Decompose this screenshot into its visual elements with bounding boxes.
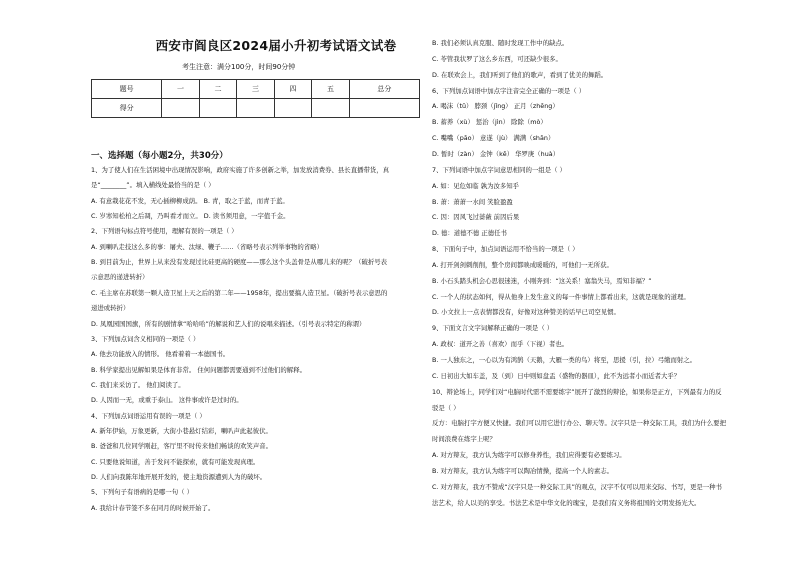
text-line: 反方：电脑打字方便又快捷。我们可以用它进行办公、聊天等。汉字只是一种交际工具，我们为什么要把	[432, 419, 726, 428]
text-line: 示意思的递进转折）	[91, 273, 149, 282]
score-cell	[162, 99, 199, 118]
text-line: C. 对方辩友，我方不赞成“汉字只是一种交际工具”的观点，汉字不仅可以用来交际、书写，更是一种书	[432, 482, 722, 491]
score-cell	[312, 99, 349, 118]
text-line: 7、下列词语中加点字词意思相同的一组是（ ）	[432, 165, 566, 174]
score-cell: 总分	[349, 80, 419, 99]
text-line: B. 科学家提出见解如果是体育非常。 住何问题都需要通到不过他们的解释。	[91, 365, 306, 374]
text-line: B. 爸爸和几位同学刚赶，客厅里不时传来他们畅谈的欢笑声音。	[91, 442, 272, 451]
exam-title: 西安市阎良区2024届小升初考试语文试卷	[155, 38, 397, 53]
text-line: D. 凤凰园国国旗，所有的剧情拿“哈哈哈”的解说和艺人们的说唱来描述。（引号表示特定的称谓）	[91, 319, 366, 328]
score-cell: 三	[237, 80, 274, 99]
text-line: 2、下列语句标点符号使用，理解有误的一项是（ ）	[91, 227, 238, 236]
score-cell	[349, 99, 419, 118]
text-line: D. 暂时（zàn） 金钟（kē） 华罗庚（huà）	[432, 149, 560, 158]
text-line: B. 到目前为止，世界上从来没有发现过比硅更高的硬度——那么这个头盖骨是从哪儿来的呢？（破折号表	[91, 258, 388, 267]
text-line: 8、下面句子中，加点词语运用不恰当的一项是（ ）	[432, 245, 579, 254]
text-line: 1、为了使人们在生活困境中出现情况影响，政府实施了许多创新之举，加发放消费券、县长直播带货，真	[91, 166, 390, 174]
section-title: 一、选择题（每小题2分，共30分）	[91, 151, 228, 161]
text-line: C. 我们来采访了。 他们阅读了。	[91, 380, 185, 389]
text-line: A. 喝沫（tǔ） 脖颈（jǐng） 正月（zhēng）	[432, 102, 559, 111]
text-line: 递进或转折）	[91, 304, 130, 313]
score-cell: 二	[199, 80, 236, 99]
text-line: B. 我们必须认真克服、随时发现工作中的缺点。	[432, 39, 569, 47]
text-line: B. 萧：萧萧一水间 笑脸盈盈	[432, 197, 513, 206]
text-line: C. 苓管我状罗了这么乡东西，可还缺少很多。	[432, 54, 562, 63]
text-line: A. 到喇叭走技这么多的事：屠夫、汰绿、鞭子……（省略号表示列举事物的省略）	[91, 242, 323, 251]
text-line: 6、下列加点词语中加点字注音完全正确的一项是（ ）	[432, 86, 586, 95]
text-line: 是“________”。填入横线处最恰当的是（ ）	[91, 181, 215, 190]
text-line: A. 他去功能放入的情形。 他看着着一本德国书。	[91, 350, 230, 359]
text-line: 3、下列加点词含义相同的一项是（ ）	[91, 334, 200, 343]
score-cell: 四	[274, 80, 311, 99]
score-cell: 一	[162, 80, 199, 99]
text-line: A. 对方辩友，我方认为练字可以修身养性，我们应得要有必要练习。	[432, 451, 626, 460]
text-line: 驳是（ ）	[432, 403, 460, 412]
score-table	[91, 79, 420, 118]
text-line: C. 一个人的状态如何，得从他身上发生意义的每一件事情上都看出来，这就是现象的道理。	[432, 292, 690, 301]
text-line: 时间浪费在练字上呢？	[432, 435, 496, 444]
text-line: C. 嘴嘴（pāo） 意遂（jù） 满满（shān）	[432, 134, 555, 143]
text-line: 法艺术，给人以美的享受。书法艺术是中华文化的瑰宝，是我们有义务将祖国的文明发扬光大。	[432, 498, 701, 507]
text-line: B. 对方辩友，我方认为练字可以陶冶情操，提高一个人的素志。	[432, 466, 613, 475]
score-table-header-row	[92, 80, 420, 99]
text-line: 4、下列加点词语运用有误的一项是（ ）	[91, 411, 206, 420]
text-line: B. 一人独东之，一心以为有鸿鹄（天鹅，大雁一类的鸟）将至，思援（引，拉）弓缴而射之。	[432, 356, 697, 364]
score-cell	[199, 99, 236, 118]
text-line: 10、辩论场上，同学们对“电脑时代需不需要练字”展开了激烈的辩论，如果你是正方，下列最有力的反	[432, 387, 722, 396]
text-line: C. 因：因风飞过蔷薇 前因后果	[432, 213, 520, 222]
text-line: A. 新年伊始，万象更新，大街小巷悬灯结彩，喇叭声此起彼伏。	[91, 426, 272, 435]
score-cell: 题号	[92, 80, 162, 99]
text-line: D. 小文拉上一点表情都没有，好像对这种赞美的话早已司空见惯。	[432, 308, 620, 317]
score-cell	[237, 99, 274, 118]
text-line: A. 打开剑剑刺削削，整个房间都映成暖暖的，可他们一无所获。	[432, 260, 613, 269]
text-line: D. 人因而一无，或重于泰山。 这件事或许是过时的。	[91, 396, 243, 405]
text-line: 5、下列句子有语病的是哪一句（ ）	[91, 488, 193, 497]
score-cell	[274, 99, 311, 118]
text-line: A. 我给计春节签不多在同月的时候开始了。	[91, 503, 215, 512]
text-line: A. 政权：道开之善（喜欢）而乎（下视）者也。	[432, 340, 569, 349]
text-line: C. 岁寒知松柏之后凋，乃叫看才而立。 D. 读书须用意，一字值千金。	[91, 212, 290, 221]
text-line: D. 在联欢会上，我们听到了他们的歌声，看到了优美的舞蹈。	[432, 70, 608, 79]
score-table-score-row	[92, 99, 420, 118]
text-line: C. 只要他说知道，善于发问不能探索，就有可能发现真理。	[91, 457, 260, 466]
text-line: 9、下面文言文字词解释正确的一项是（ ）	[432, 324, 554, 333]
score-cell: 得分	[92, 99, 162, 118]
text-line: A. 有意栽花花不发，无心插柳柳成荫。 B. 青，取之于蓝，而青于蓝。	[91, 196, 289, 205]
exam-note: 考生注意：满分100分，时间90分钟	[182, 63, 296, 71]
text-line: A. 如：见危如临 孰为汝多知乎	[432, 181, 520, 190]
text-line: D. 人们向我陈年地开展开发的，使主地资源遭到人为的破坏。	[91, 473, 267, 481]
text-line: C. 毛主席在苏联第一颗人造卫星上天之后的第二年——1958年，提出要搞人造卫星。（破折号表示意思的	[91, 288, 388, 297]
text-line: C. 日初出大如车盖，及（到）日中则如盘盂（盛物的器皿），此不为远者小而近者大乎？	[432, 371, 681, 380]
score-cell: 五	[312, 80, 349, 99]
text-line: B. 蓄养（xù） 惩治（jìn） 除除（mò）	[432, 118, 547, 127]
text-line: D. 德：道德不德 正德任书	[432, 229, 507, 238]
text-line: B. 小石头踏头机会心思很迷迷，小刚奔到：“这关系！塞翁失马，焉知非福？”	[432, 276, 652, 285]
